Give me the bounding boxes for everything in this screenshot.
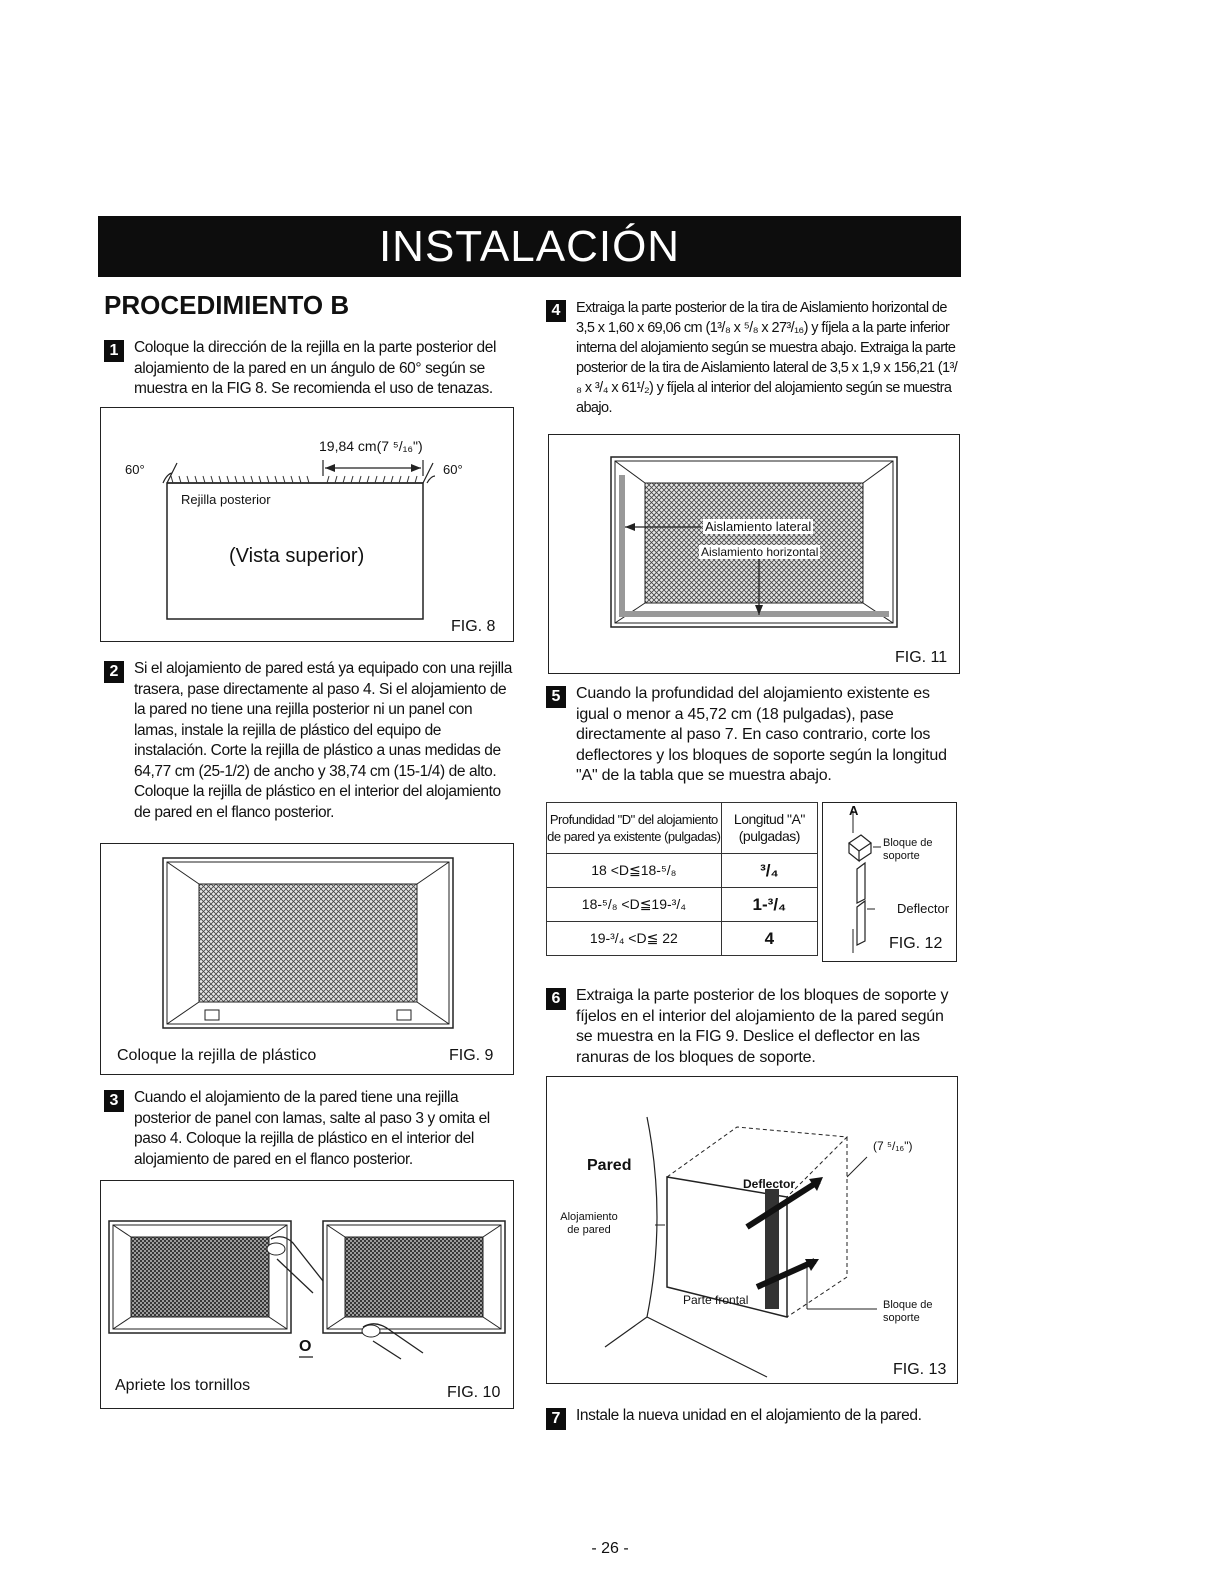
step-text: Coloque la dirección de la rejilla en la parte posterior del alojamiento de la pared en un ángulo de 60° según se muestra en la FIG 8. Se recomienda el uso de tenazas. [134,339,497,397]
figure-caption: FIG. 9 [449,1047,494,1064]
figure-caption: FIG. 11 [895,649,948,666]
horizontal-insulation-label: Aislamiento horizontal [701,545,819,559]
figure-10 [100,1180,514,1409]
length-cell: 1-³/₄ [721,888,817,922]
figure-13 [546,1076,958,1384]
figure-label: Apriete los tornillos [115,1377,251,1394]
deflector-label: Deflector [743,1177,796,1191]
section-title: PROCEDIMIENTO B [104,290,350,320]
page-banner: INSTALACIÓN [98,216,961,277]
table-header-length: Longitud "A" (pulgadas) [721,803,817,854]
table-header-depth: Profundidad "D" del alojamiento de pared ya existente (pulgadas) [547,803,722,854]
tighten-screws-drawing [101,1181,515,1410]
depth-cell: 18 <D≦18-⁵/₈ [547,854,722,888]
figure-label: Coloque la rejilla de plástico [117,1047,317,1064]
plastic-grille-drawing [101,844,515,1076]
dimension-a-label: A [849,803,859,818]
figure-caption: FIG. 13 [893,1361,947,1378]
length-cell: 4 [721,922,817,956]
cut-length-table [546,802,818,956]
support-block-label: Bloque de soporte [883,1299,933,1324]
angle-right-label: 60° [443,462,463,477]
dimension-label: 19,84 cm(7 ⁵/₁₆") [319,438,423,454]
figure-12 [822,802,957,962]
depth-cell: 19-³/₄ <D≦ 22 [547,922,722,956]
lateral-insulation-label: Aislamiento lateral [705,519,812,534]
step-number: 4 [546,300,566,322]
table-row [547,854,818,888]
step-6 [546,986,962,1068]
figure-caption: FIG. 10 [447,1384,501,1401]
grille-top-view-drawing [101,408,515,643]
step-number: 2 [104,661,124,683]
step-1 [104,338,524,400]
front-label: Parte frontal [683,1293,749,1307]
step-text: Extraiga la parte posterior de los bloques de soporte y fíjelos en el interior del alojamiento de la pared según se muestra en la FIG 9. Deslice el deflector en las ranuras de los bloques de soporte. [576,987,949,1066]
figure-11 [548,434,960,674]
step-text: Cuando la profundidad del alojamiento existente es igual o menor a 45,72 cm (18 pulgadas), pase directamente al paso 7. En caso contrario, corte los deflectores y los bloques de soporte según la longitud "A" de la tabla que se muestra abajo. [576,685,947,784]
step-4 [546,298,962,418]
step-number: 5 [546,686,566,708]
table-row [547,922,818,956]
figure-8 [100,407,514,642]
step-text: Cuando el alojamiento de la pared tiene una rejilla posterior de panel con lamas, salte al paso 3 y omita el paso 4. Coloque la rejilla de plástico en el interior del alojamiento de pared en el flanco posterior. [134,1089,490,1168]
step-text: Si el alojamiento de pared está ya equipado con una rejilla trasera, pase directamente al paso 4. Si el alojamiento de la pared no tiene una rejilla posterior ni un panel con lamas, instale la rejilla de plástico del equipo de instalación. Corte la rejilla de plástico a unas medidas de 64,77 cm (25-1/2) de ancho y 38,74 cm (15-1/4) de alto. Coloque la rejilla de plástico en el interior del alojamiento de pared en el flanco posterior. [134,660,512,821]
step-5 [546,684,962,787]
table-row [547,888,818,922]
depth-cell: 18-⁵/₈ <D≦19-³/₄ [547,888,722,922]
view-label: (Vista superior) [229,545,365,567]
step-3 [104,1088,516,1170]
grille-label: Rejilla posterior [181,492,271,507]
support-block-label: Bloque de soporte [883,837,933,862]
angle-left-label: 60° [125,462,145,477]
step-number: 3 [104,1090,124,1112]
or-label: O [299,1338,312,1355]
step-7 [546,1406,962,1427]
step-number: 1 [104,340,124,362]
page-number: - 26 - [591,1540,629,1557]
length-cell: ³/₄ [721,854,817,888]
step-number: 7 [546,1408,566,1430]
step-number: 6 [546,988,566,1010]
wall-label: Pared [587,1157,632,1174]
step-text: Extraiga la parte posterior de la tira de Aislamiento horizontal de 3,5 x 1,60 x 69,06 cm (1³/₈ x ⁵/₈ x 27³/₁₆) y fíjela a la parte inferior interna del alojamiento según se muestra abajo. Extraiga la parte posterior de la tira de Aislamiento lateral de 3,5 x 1,9 x 156,21 (1³/₈ x ³/₄ x 61¹/₂) y fíjela al interior del alojamiento según se muestra abajo. [576,300,958,416]
wall-sleeve-label: Alojamiento de pared [560,1211,618,1236]
figure-caption: FIG. 12 [889,935,943,952]
figure-caption: FIG. 8 [451,618,496,635]
deflector-label: Deflector [897,901,950,916]
step-2 [104,659,516,823]
dimension-label: (7 ⁵/₁₆") [873,1139,913,1153]
step-text: Instale la nueva unidad en el alojamiento de la pared. [576,1407,922,1424]
figure-9 [100,843,514,1075]
